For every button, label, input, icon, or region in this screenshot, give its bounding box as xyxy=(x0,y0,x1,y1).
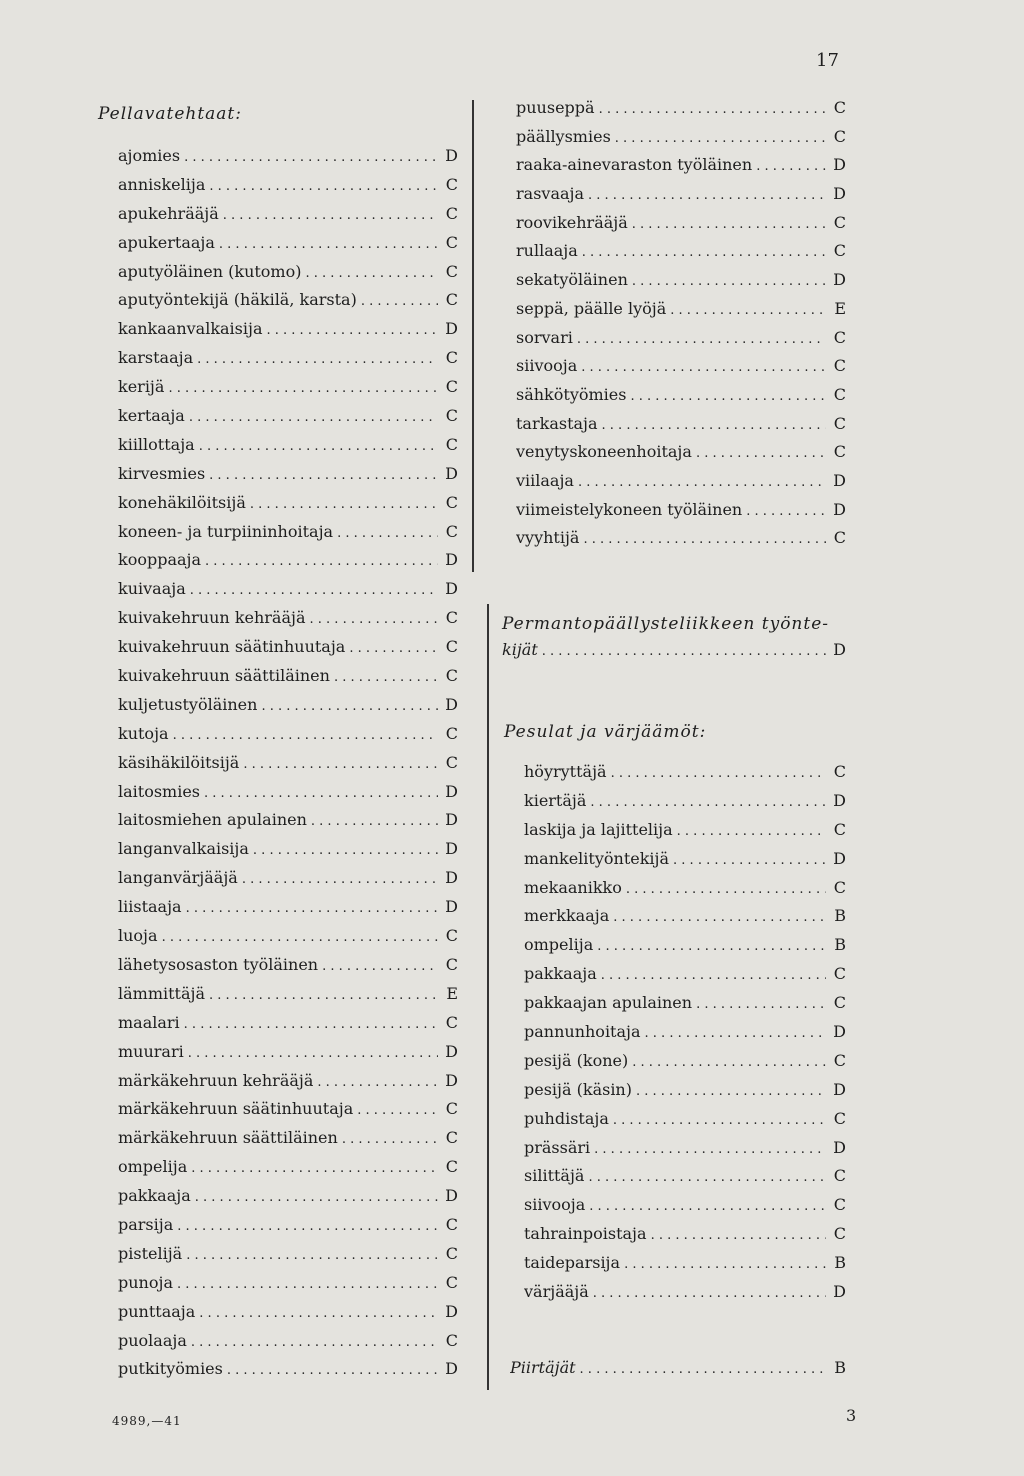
list-item xyxy=(118,897,458,926)
list-item xyxy=(516,299,846,328)
entry-name: pannunhoitaja xyxy=(524,1022,641,1042)
list-item xyxy=(118,839,458,868)
entry-class: C xyxy=(833,442,846,462)
list-item xyxy=(118,1128,458,1157)
entry-class: D xyxy=(445,1301,458,1321)
section-heading-pellavatehtaat: Pellavatehtaat: xyxy=(98,104,242,124)
list-item xyxy=(118,1071,458,1100)
list-item xyxy=(118,319,458,348)
list-item xyxy=(516,356,846,385)
entry-name: pesijä (kone) xyxy=(524,1050,629,1070)
list-item xyxy=(118,1302,458,1331)
entry-class: C xyxy=(445,521,458,541)
entry-class: C xyxy=(833,1050,846,1070)
list-item xyxy=(524,1138,846,1167)
entry-name: pistelijä xyxy=(118,1243,183,1263)
entry-class: C xyxy=(833,1166,846,1186)
entry-class: C xyxy=(445,492,458,512)
entry-class: B xyxy=(834,906,846,926)
list-item xyxy=(118,637,458,666)
list-item xyxy=(118,550,458,579)
list-item xyxy=(524,762,846,791)
list-item xyxy=(118,1359,458,1388)
entry-class: D xyxy=(445,1070,458,1090)
entry-name: puolaaja xyxy=(118,1330,187,1350)
list-item xyxy=(118,522,458,551)
entry-name: koneen- ja turpiininhoitaja xyxy=(118,521,334,541)
divider-left-lower xyxy=(487,604,489,1390)
entry-class: C xyxy=(445,608,458,628)
entry-name: kerijä xyxy=(118,377,165,397)
sheet-number: 3 xyxy=(846,1406,857,1425)
entry-class: C xyxy=(833,413,846,433)
list-item xyxy=(524,849,846,878)
list-item xyxy=(502,640,846,662)
entry-class: C xyxy=(445,232,458,252)
list-item xyxy=(118,695,458,724)
entry-name: kuivakehruun säätinhuutaja xyxy=(118,637,346,657)
entry-name: pesijä (käsin) xyxy=(524,1079,632,1099)
entry-name: höyryttäjä xyxy=(524,762,607,781)
list-item xyxy=(118,868,458,897)
entry-class: D xyxy=(833,1282,846,1302)
entry-name: langanvärjääjä xyxy=(118,868,238,888)
list-item xyxy=(118,608,458,637)
entry-name: raaka-ainevaraston työläinen xyxy=(516,155,753,175)
entry-class: C xyxy=(445,174,458,194)
entry-class: B xyxy=(834,1358,846,1377)
list-item xyxy=(524,1253,846,1282)
entry-class: D xyxy=(833,848,846,868)
list-item xyxy=(118,810,458,839)
entry-name: roovikehrääjä xyxy=(516,212,628,232)
list-item xyxy=(118,1157,458,1186)
entry-name: värjääjä xyxy=(524,1282,589,1302)
list-item xyxy=(516,385,846,414)
entry-class: D xyxy=(833,790,846,810)
entry-name: Piirtäjät xyxy=(510,1358,576,1377)
entry-class: D xyxy=(833,155,846,175)
entry-class: C xyxy=(445,666,458,686)
section-heading-permanto: Permantopäällysteliikkeen työnte- xyxy=(502,614,830,634)
list-item xyxy=(118,1013,458,1042)
entry-name: kutoja xyxy=(118,723,169,743)
entry-class: D xyxy=(445,319,458,339)
entry-name: tahrainpoistaja xyxy=(524,1224,647,1244)
entry-class: C xyxy=(445,954,458,974)
entry-class: C xyxy=(445,1099,458,1119)
entry-class: D xyxy=(445,146,458,165)
list-item xyxy=(510,1358,846,1382)
entry-name: apukehrääjä xyxy=(118,203,219,223)
entry-class: C xyxy=(445,1330,458,1350)
entry-class: C xyxy=(445,348,458,368)
list-item xyxy=(118,146,458,175)
list-item xyxy=(118,1244,458,1273)
entry-name: käsihäkilöitsijä xyxy=(118,752,240,772)
list-item xyxy=(118,1273,458,1302)
entry-class: C xyxy=(445,434,458,454)
list-item xyxy=(516,414,846,443)
entry-name: sorvari xyxy=(516,327,573,347)
list-item xyxy=(516,442,846,471)
list-item xyxy=(118,1099,458,1128)
list-item xyxy=(118,348,458,377)
list-item xyxy=(118,406,458,435)
entry-name: sekatyöläinen xyxy=(516,270,628,290)
footer-code: 4989,—41 xyxy=(112,1414,182,1428)
entry-class: D xyxy=(445,810,458,830)
entry-class: D xyxy=(833,1137,846,1157)
entry-name: päällysmies xyxy=(516,126,611,146)
entry-class: C xyxy=(833,98,846,117)
entry-class: C xyxy=(833,241,846,261)
entry-class: C xyxy=(445,1012,458,1032)
list-item xyxy=(524,1166,846,1195)
entry-name: pakkaaja xyxy=(524,964,597,984)
left-entry-list xyxy=(118,146,458,1388)
entry-class: C xyxy=(833,993,846,1013)
entry-class: C xyxy=(833,528,846,548)
list-item xyxy=(524,1080,846,1109)
list-item xyxy=(118,290,458,319)
entry-name: kooppaaja xyxy=(118,550,202,570)
entry-class: C xyxy=(833,212,846,232)
entry-class: C xyxy=(833,1224,846,1244)
entry-class: C xyxy=(833,964,846,984)
entry-name: siivooja xyxy=(516,356,578,376)
entry-class: C xyxy=(445,926,458,946)
entry-name: kijät xyxy=(502,640,538,659)
entry-class: C xyxy=(445,723,458,743)
permanto-entry xyxy=(502,640,846,662)
entry-name: sähkötyömies xyxy=(516,384,627,404)
entry-name: anniskelija xyxy=(118,174,206,194)
entry-class: D xyxy=(833,470,846,490)
entry-class: D xyxy=(445,868,458,888)
list-item xyxy=(118,175,458,204)
entry-class: C xyxy=(445,752,458,772)
entry-name: rullaaja xyxy=(516,241,578,261)
entry-class: C xyxy=(445,1243,458,1263)
entry-class: E xyxy=(834,298,846,318)
entry-class: D xyxy=(833,640,846,659)
entry-name: langanvalkaisija xyxy=(118,839,249,859)
list-item xyxy=(118,1331,458,1360)
entry-name: laitosmiehen apulainen xyxy=(118,810,307,830)
list-item xyxy=(516,471,846,500)
entry-name: silittäjä xyxy=(524,1166,585,1186)
entry-class: D xyxy=(833,499,846,519)
list-item xyxy=(524,1022,846,1051)
list-item xyxy=(516,213,846,242)
entry-class: C xyxy=(833,384,846,404)
entry-name: ompelija xyxy=(524,935,594,955)
entry-name: aputyöläinen (kutomo) xyxy=(118,261,302,281)
entry-name: seppä, päälle lyöjä xyxy=(516,298,667,318)
entry-name: apukertaaja xyxy=(118,232,215,252)
list-item xyxy=(118,1215,458,1244)
entry-class: C xyxy=(833,762,846,781)
list-item xyxy=(118,1042,458,1071)
list-item xyxy=(516,328,846,357)
list-item xyxy=(118,666,458,695)
list-item xyxy=(118,955,458,984)
entry-class: C xyxy=(445,1214,458,1234)
entry-name: laitosmies xyxy=(118,781,201,801)
entry-name: märkäkehruun säättiläinen xyxy=(118,1128,338,1148)
entry-class: D xyxy=(833,1022,846,1042)
entry-name: ajomies xyxy=(118,146,181,165)
entry-class: D xyxy=(445,550,458,570)
entry-name: kiertäjä xyxy=(524,790,587,810)
entry-name: putkityömies xyxy=(118,1359,223,1379)
entry-class: D xyxy=(833,1079,846,1099)
list-item xyxy=(516,98,846,127)
list-item xyxy=(524,906,846,935)
entry-class: D xyxy=(445,694,458,714)
entry-name: ompelija xyxy=(118,1157,188,1177)
entry-name: taideparsija xyxy=(524,1253,621,1273)
entry-class: D xyxy=(445,897,458,917)
entry-name: kertaaja xyxy=(118,406,185,426)
entry-class: D xyxy=(445,1186,458,1206)
entry-class: C xyxy=(445,377,458,397)
entry-class: C xyxy=(445,290,458,310)
entry-name: pakkaajan apulainen xyxy=(524,993,693,1013)
list-item xyxy=(516,241,846,270)
entry-name: muurari xyxy=(118,1041,184,1061)
page-number: 17 xyxy=(816,50,839,71)
entry-name: rasvaaja xyxy=(516,184,585,204)
entry-class: C xyxy=(833,1195,846,1215)
list-item xyxy=(524,1051,846,1080)
entry-name: punoja xyxy=(118,1272,173,1292)
divider-left-upper xyxy=(472,100,474,572)
list-item xyxy=(524,1109,846,1138)
list-item xyxy=(118,579,458,608)
entry-class: C xyxy=(833,356,846,376)
entry-name: merkkaaja xyxy=(524,906,610,926)
entry-name: kuivakehruun säättiläinen xyxy=(118,666,330,686)
entry-name: luoja xyxy=(118,926,158,946)
entry-class: D xyxy=(833,184,846,204)
entry-name: viilaaja xyxy=(516,470,574,490)
list-item xyxy=(118,926,458,955)
entry-name: kuivaaja xyxy=(118,579,186,599)
entry-name: pakkaaja xyxy=(118,1186,191,1206)
entry-name: märkäkehruun säätinhuutaja xyxy=(118,1099,354,1119)
list-item xyxy=(516,528,846,557)
list-item xyxy=(516,184,846,213)
entry-class: D xyxy=(445,839,458,859)
entry-name: kuivakehruun kehrääjä xyxy=(118,608,306,628)
list-item xyxy=(524,1195,846,1224)
list-item xyxy=(516,270,846,299)
entry-name: puhdistaja xyxy=(524,1108,609,1128)
entry-name: tarkastaja xyxy=(516,413,598,433)
entry-class: C xyxy=(445,1272,458,1292)
entry-class: E xyxy=(446,983,458,1003)
pesulat-entry-list xyxy=(524,762,846,1311)
list-item xyxy=(118,493,458,522)
entry-name: aputyöntekijä (häkilä, karsta) xyxy=(118,290,357,310)
section-heading-pesulat: Pesulat ja värjäämöt: xyxy=(504,722,707,742)
list-item xyxy=(524,935,846,964)
entry-class: C xyxy=(445,406,458,426)
entry-name: kirvesmies xyxy=(118,463,206,483)
entry-name: lähetysosaston työläinen xyxy=(118,954,319,974)
entry-name: karstaaja xyxy=(118,348,194,368)
entry-name: kuljetustyöläinen xyxy=(118,694,258,714)
entry-name: mankelityöntekijä xyxy=(524,848,670,868)
list-item xyxy=(516,500,846,529)
entry-name: punttaaja xyxy=(118,1301,196,1321)
entry-name: puuseppä xyxy=(516,98,595,117)
piirtajat-entry xyxy=(510,1358,846,1382)
entry-name: venytyskoneenhoitaja xyxy=(516,442,692,462)
entry-name: siivooja xyxy=(524,1195,586,1215)
list-item xyxy=(118,782,458,811)
list-item xyxy=(118,1186,458,1215)
entry-name: laskija ja lajittelija xyxy=(524,819,673,839)
entry-class: C xyxy=(833,327,846,347)
list-item xyxy=(524,993,846,1022)
list-item xyxy=(118,753,458,782)
list-item xyxy=(118,724,458,753)
entry-class: D xyxy=(833,270,846,290)
entry-name: viimeistelykoneen työläinen xyxy=(516,499,743,519)
entry-class: C xyxy=(445,637,458,657)
entry-name: parsija xyxy=(118,1214,174,1234)
entry-class: B xyxy=(834,935,846,955)
entry-class: C xyxy=(445,1128,458,1148)
entry-class: D xyxy=(445,1041,458,1061)
list-item xyxy=(524,1224,846,1253)
entry-name: lämmittäjä xyxy=(118,983,206,1003)
entry-name: maalari xyxy=(118,1012,180,1032)
list-item xyxy=(118,262,458,291)
entry-class: D xyxy=(445,1359,458,1379)
list-item xyxy=(516,127,846,156)
entry-class: B xyxy=(834,1253,846,1273)
entry-class: C xyxy=(833,126,846,146)
entry-name: konehäkilöitsijä xyxy=(118,492,246,512)
entry-name: vyyhtijä xyxy=(516,528,580,548)
entry-name: kiillottaja xyxy=(118,434,195,454)
right-entry-list xyxy=(516,98,846,557)
entry-class: C xyxy=(445,203,458,223)
entry-class: D xyxy=(445,579,458,599)
list-item xyxy=(118,377,458,406)
list-item xyxy=(118,435,458,464)
entry-class: D xyxy=(445,781,458,801)
entry-name: kankaanvalkaisija xyxy=(118,319,263,339)
entry-class: D xyxy=(445,463,458,483)
list-item xyxy=(524,1282,846,1311)
entry-name: märkäkehruun kehrääjä xyxy=(118,1070,314,1090)
entry-name: mekaanikko xyxy=(524,877,622,897)
list-item xyxy=(118,204,458,233)
list-item xyxy=(524,878,846,907)
list-item xyxy=(118,464,458,493)
list-item xyxy=(524,964,846,993)
entry-class: C xyxy=(833,819,846,839)
list-item xyxy=(516,155,846,184)
entry-class: C xyxy=(445,261,458,281)
entry-class: C xyxy=(833,1108,846,1128)
entry-class: C xyxy=(833,877,846,897)
entry-class: C xyxy=(445,1157,458,1177)
entry-name: prässäri xyxy=(524,1137,591,1157)
list-item xyxy=(524,820,846,849)
list-item xyxy=(524,791,846,820)
entry-name: liistaaja xyxy=(118,897,182,917)
list-item xyxy=(118,233,458,262)
list-item xyxy=(118,984,458,1013)
